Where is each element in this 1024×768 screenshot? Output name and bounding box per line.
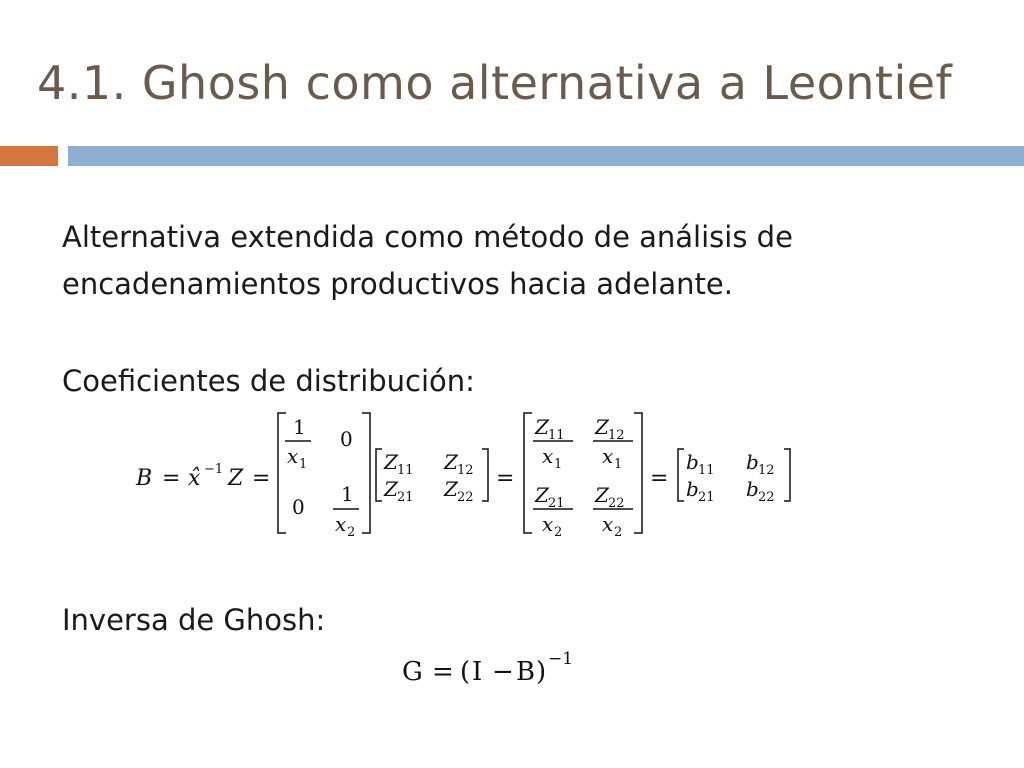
- svg-text:0: 0: [340, 427, 353, 451]
- svg-text:22: 22: [758, 490, 775, 505]
- svg-text:22: 22: [608, 496, 625, 511]
- svg-text:11: 11: [698, 463, 715, 478]
- svg-text:b: b: [746, 450, 759, 474]
- coefficients-label: Coeficientes de distribución:: [62, 364, 475, 398]
- svg-text:12: 12: [758, 463, 775, 478]
- svg-text:b: b: [686, 477, 699, 501]
- svg-text:1: 1: [554, 457, 563, 472]
- svg-text:Z: Z: [384, 477, 398, 501]
- svg-text:B: B: [516, 657, 536, 687]
- svg-text:−1: −1: [548, 649, 574, 669]
- svg-text:=: =: [432, 657, 454, 687]
- svg-text:Z: Z: [535, 415, 549, 439]
- svg-text:Z: Z: [595, 415, 609, 439]
- svg-text:(: (: [460, 657, 471, 687]
- svg-text:G: G: [402, 657, 423, 687]
- svg-text:0: 0: [292, 495, 305, 519]
- ghosh-inverse-formula: [398, 642, 598, 692]
- svg-text:22: 22: [457, 490, 474, 505]
- svg-text:1: 1: [341, 482, 354, 506]
- svg-text:): ): [536, 657, 547, 687]
- svg-text:11: 11: [397, 463, 414, 478]
- accent-bar-orange: [0, 146, 58, 166]
- svg-text:x: x: [542, 444, 554, 468]
- svg-text:−: −: [492, 657, 514, 687]
- svg-text:Z: Z: [444, 450, 458, 474]
- svg-text:x: x: [602, 444, 614, 468]
- svg-text:21: 21: [397, 490, 414, 505]
- paragraph-line-1: Alternativa extendida como método de análisis de: [62, 220, 793, 254]
- svg-text:b: b: [746, 477, 759, 501]
- formula-b: B: [136, 466, 153, 491]
- svg-text:x: x: [542, 512, 554, 536]
- svg-text:21: 21: [698, 490, 715, 505]
- ghosh-inverse-label: Inversa de Ghosh:: [62, 603, 326, 637]
- svg-text:21: 21: [548, 496, 565, 511]
- svg-text:12: 12: [608, 428, 625, 443]
- svg-text:1: 1: [293, 415, 306, 439]
- svg-text:=: =: [496, 466, 515, 491]
- distribution-coefficients-formula: [130, 405, 810, 545]
- svg-text:I: I: [472, 657, 483, 687]
- svg-text:Z: Z: [384, 450, 398, 474]
- svg-text:Z: Z: [535, 483, 549, 507]
- svg-text:Z: Z: [444, 477, 458, 501]
- svg-text:11: 11: [548, 428, 565, 443]
- svg-text:2: 2: [554, 525, 563, 540]
- svg-text:1: 1: [614, 457, 623, 472]
- formula-equals: =: [252, 466, 271, 491]
- svg-text:x: x: [602, 512, 614, 536]
- svg-text:2: 2: [614, 525, 623, 540]
- slide-title: 4.1. Ghosh como alternativa a Leontief: [37, 56, 953, 110]
- svg-text:x: x: [335, 512, 347, 536]
- accent-bar-blue: [68, 146, 1024, 166]
- svg-text:b: b: [686, 450, 699, 474]
- paragraph-line-2: encadenamientos productivos hacia adelante.: [62, 267, 733, 301]
- svg-text:2: 2: [347, 525, 356, 540]
- formula-z: Z: [228, 466, 244, 491]
- formula-equals: =: [162, 466, 181, 491]
- formula-xhat: x̂: [188, 466, 201, 491]
- svg-text:12: 12: [457, 463, 474, 478]
- svg-text:1: 1: [299, 457, 308, 472]
- svg-text:x: x: [287, 444, 299, 468]
- svg-text:=: =: [650, 466, 669, 491]
- svg-text:Z: Z: [595, 483, 609, 507]
- formula-inverse-exponent: −1: [204, 462, 224, 477]
